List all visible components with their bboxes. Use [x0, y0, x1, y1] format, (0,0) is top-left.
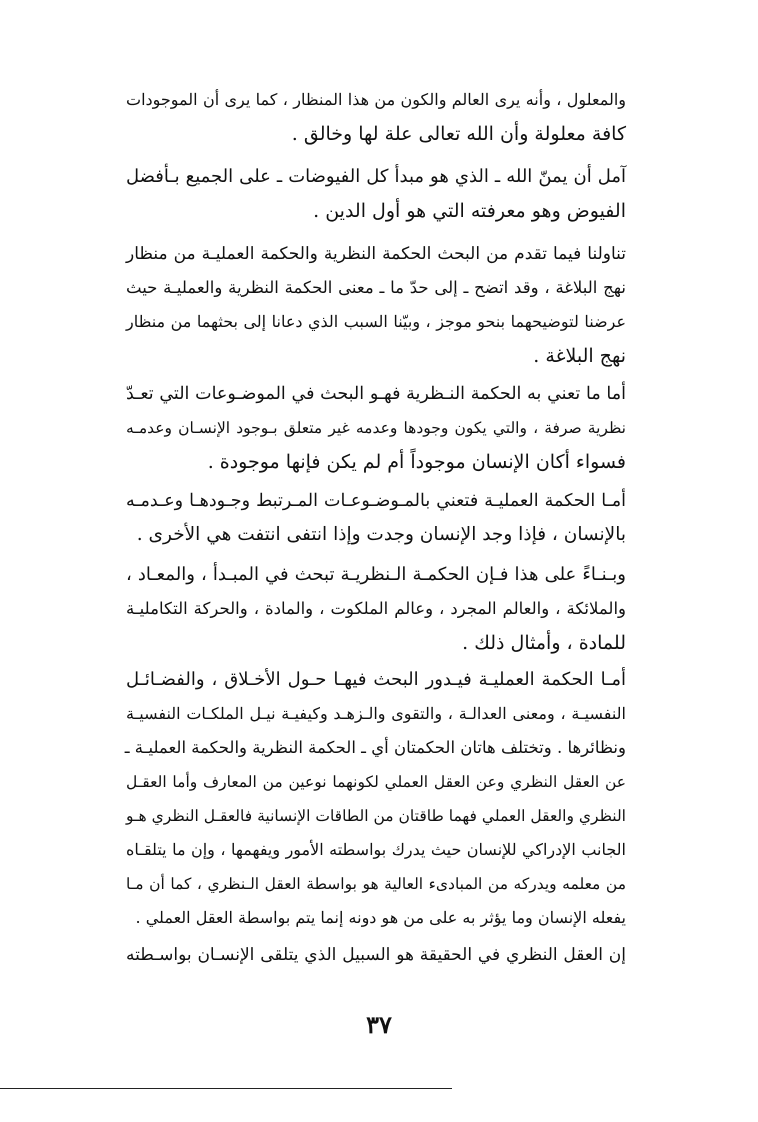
text-line: النفسيـة ، ومعنى العدالـة ، والتقوى والـزهـد وكيفيـة نيـل الملكـات النفسيـة	[126, 704, 626, 723]
text-line: وبـنـاءً على هذا فـإن الحكمـة الـنظريـة تبحث في المبـدأ ، والمعـاد ،	[126, 564, 626, 585]
text-line: من معلمه ويدركه من المبادىء العالية هو بواسطة العقل الـنظري ، كما أن مـا	[126, 875, 626, 893]
text-line: كافة معلولة وأن الله تعالى علة لها وخالق .	[291, 123, 626, 145]
text-line: والمعلول ، وأنه يرى العالم والكون من هذا المنظار ، كما يرى أن الموجودات	[126, 90, 626, 109]
text-line: ونظائرها . وتختلف هاتان الحكمتان أي ـ الحكمة النظرية والحكمة العمليـة ـ	[124, 738, 626, 757]
text-line: الجانب الإدراكي للإنسان حيث يدرك بواسطته الأمور ويفهمها ، وإن ما يتلقـاه	[126, 840, 626, 859]
text-line: تناولنا فيما تقدم من البحث الحكمة النظرية والحكمة العمليـة من منظار	[126, 244, 626, 264]
text-line: فسواء أكان الإنسان موجوداً أم لم يكن فإنها موجودة .	[207, 451, 626, 473]
text-line: نهج البلاغة .	[533, 345, 626, 367]
page-number: ٣٧	[366, 1010, 392, 1039]
text-line: أمـا الحكمة العمليـة فتعني بالمـوضـوعـات المـرتبط وجـودهـا وعـدمـه	[126, 491, 626, 511]
text-line: أما ما تعني به الحكمة النـظرية فهـو البحث في الموضـوعات التي تعـدّ	[126, 384, 626, 404]
text-line: والملائكة ، والعالم المجرد ، وعالم الملكوت ، والمادة ، والحركة التكامليـة	[126, 599, 626, 618]
text-line: النظري والعقل العملي فهما طاقتان من الطاقات الإنسانية فالعقـل النظري هـو	[126, 807, 626, 825]
text-line: بالإنسان ، فإذا وجد الإنسان وجدت وإذا انتفى انتفت هي الأخرى .	[136, 524, 626, 545]
text-line: الفيوض وهو معرفته التي هو أول الدين .	[313, 200, 626, 222]
text-line: أمـا الحكمة العمليـة فيـدور البحث فيهـا حـول الأخـلاق ، والفضـائـل	[126, 669, 626, 690]
text-line: يفعله الإنسان وما يؤثر به على من هو دونه إنما يتم بواسطة العقل العملي .	[135, 908, 626, 927]
footnote-divider	[0, 1088, 452, 1089]
text-line: للمادة ، وأمثال ذلك .	[462, 632, 626, 654]
text-line: عرضنا لتوضيحهما بنحو موجز ، وبيّنا السبب الذي دعانا إلى بحثهما من منظار	[126, 312, 626, 331]
text-line: نهج البلاغة ، وقد اتضح ـ إلى حدّ ما ـ معنى الحكمة النظرية والعمليـة حيث	[126, 278, 626, 297]
text-line: إن العقل النظري في الحقيقة هو السبيل الذي يتلقى الإنسـان بواسـطته	[126, 945, 626, 965]
text-line: آمل أن يمنّ الله ـ الذي هو مبدأ كل الفيوضات ـ على الجميع بـأفضل	[126, 166, 626, 187]
text-line: نظرية صرفة ، والتي يكون وجودها وعدمه غير متعلق بـوجود الإنسـان وعدمـه	[126, 419, 626, 437]
text-line: عن العقل النظري وعن العقل العملي لكونهما نوعين من المعارف وأما العقـل	[126, 773, 626, 791]
